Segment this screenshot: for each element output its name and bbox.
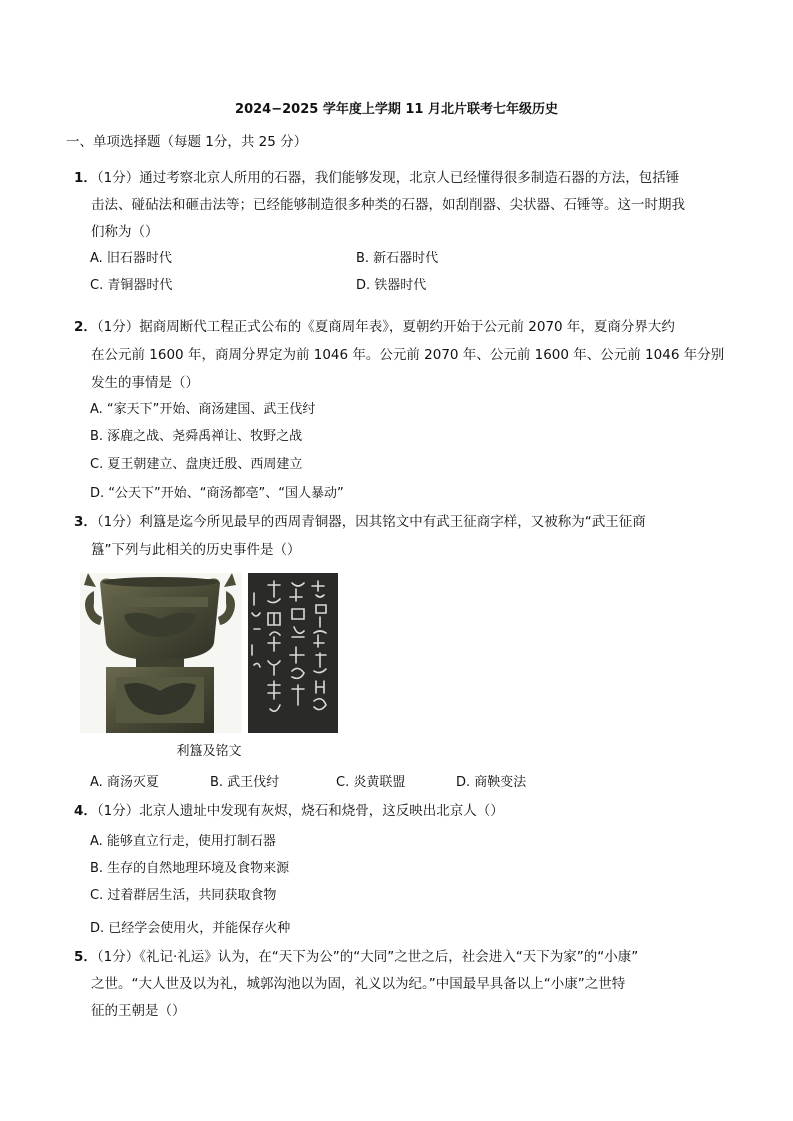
question-3 <box>74 510 646 530</box>
exam-title: 2024−2025 学年度上学期 11 月北片联考七年级历史 <box>235 102 558 117</box>
question-text: 在公元前 1600 年，商周分界定为前 1046 年。公元前 2070 年、公元前 1600 年、公元前 1046 年分别 <box>91 347 725 363</box>
option-d[interactable]: D. 已经学会使用火，并能保存火种 <box>90 921 291 936</box>
option-b[interactable]: B. 生存的自然地理环境及食物来源 <box>90 861 290 876</box>
question-text: 之世。“大人世及以为礼，城郭沟池以为固，礼义以为纪。”中国最早具备以上“小康”之世特 <box>91 976 626 992</box>
option-d[interactable]: D. 商鞅变法 <box>456 775 527 790</box>
option-c[interactable]: C. 过着群居生活，共同获取食物 <box>90 888 277 903</box>
question-2 <box>74 315 675 335</box>
question-number: 1． <box>74 170 97 186</box>
question-text: （1分）利簋是迄今所见最早的西周青铜器，因其铭文中有武王征商字样，又被称为“武王征商 <box>96 514 646 530</box>
li-gui-figure <box>80 573 338 733</box>
question-number: 2． <box>74 319 97 335</box>
question-text: （1分）通过考察北京人所用的石器，我们能够发现，北京人已经懂得很多制造石器的方法，包括锤 <box>96 170 680 186</box>
question-text: 击法、碰砧法和砸击法等；已经能够制造很多种类的石器，如刮削器、尖状器、石锤等。这一时期我 <box>91 197 685 213</box>
question-text: 发生的事情是（） <box>91 375 199 391</box>
question-text: （1分）据商周断代工程正式公布的《夏商周年表》，夏朝约开始于公元前 2070 年，夏商分界大约 <box>96 319 675 335</box>
option-c[interactable]: C. 炎黄联盟 <box>336 775 406 790</box>
option-c[interactable]: C. 青铜器时代 <box>90 278 173 293</box>
question-text: 簋”下列与此相关的历史事件是（） <box>91 542 301 558</box>
option-c[interactable]: C. 夏王朝建立、盘庚迁殷、西周建立 <box>90 457 303 472</box>
question-4 <box>74 799 504 819</box>
question-text: 们称为（） <box>91 224 159 240</box>
li-gui-bronze-image <box>80 573 338 733</box>
section-heading: 一、单项选择题（每题 1分，共 25 分） <box>66 134 308 150</box>
question-5 <box>74 945 638 965</box>
question-text: （1分）《礼记·礼运》认为，在“天下为公”的“大同”之世之后，社会进入“天下为家”的“小康” <box>96 949 639 965</box>
option-a[interactable]: A. 商汤灭夏 <box>90 775 159 790</box>
option-b[interactable]: B. 新石器时代 <box>356 251 439 266</box>
question-1 <box>74 166 679 186</box>
question-number: 4． <box>74 803 97 819</box>
option-a[interactable]: A. 旧石器时代 <box>90 251 172 266</box>
figure-caption: 利簋及铭文 <box>176 744 242 759</box>
question-text: （1分）北京人遗址中发现有灰烬，烧石和烧骨，这反映出北京人（） <box>96 803 504 819</box>
option-b[interactable]: B. 武王伐纣 <box>210 775 280 790</box>
option-b[interactable]: B. 涿鹿之战、尧舜禹禅让、牧野之战 <box>90 429 303 444</box>
question-text: 征的王朝是（） <box>91 1003 186 1019</box>
option-a[interactable]: A. 能够直立行走，使用打制石器 <box>90 834 276 849</box>
question-number: 3． <box>74 514 97 530</box>
question-number: 5． <box>74 949 97 965</box>
option-d[interactable]: D. “公天下”开始、“商汤都亳”、“国人暴动” <box>90 486 344 501</box>
option-a[interactable]: A. “家天下”开始、商汤建国、武王伐纣 <box>90 402 316 417</box>
option-d[interactable]: D. 铁器时代 <box>356 278 427 293</box>
